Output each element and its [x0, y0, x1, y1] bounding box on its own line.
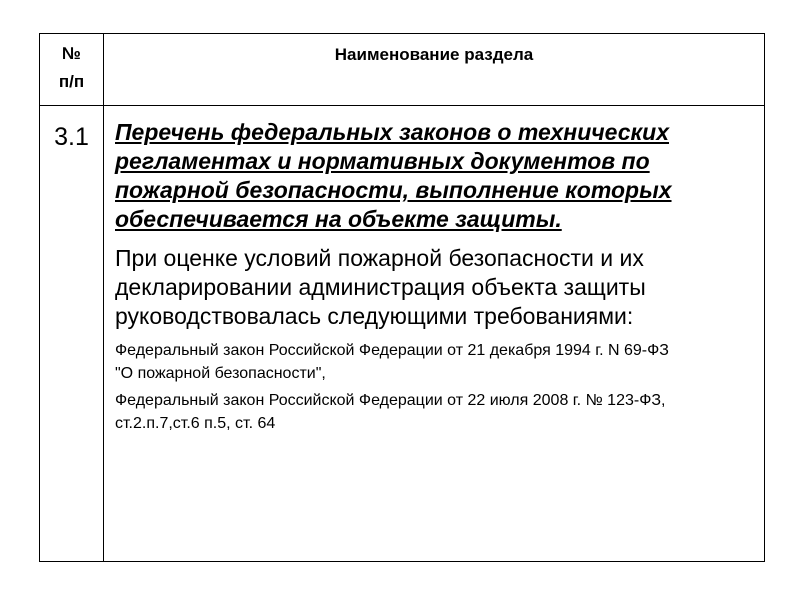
header-number-cell	[40, 34, 104, 106]
row-content-cell	[104, 106, 765, 562]
section-intro: При оценке условий пожарной безопасности и их декларировании администрация объекта защиты руководствовалась следующими требованиями:	[115, 245, 646, 329]
header-number-abbrev: п/п	[58, 72, 85, 91]
sections-table	[39, 33, 765, 562]
law-item-1-text: Федеральный закон Российской Федерации от 21 декабря 1994 г. N 69-ФЗ	[115, 342, 669, 359]
law-item-1-title: "О пожарной безопасности",	[115, 365, 326, 382]
header-name-cell: Наименование раздела	[104, 34, 765, 106]
law-item-1	[115, 339, 754, 385]
law-item-2: Федеральный закон Российской Федерации от 22 июля 2008 г. № 123-ФЗ, ст.2.п.7,ст.6 п.5, ст. 64	[115, 392, 666, 432]
section-title: Перечень федеральных законов о технических регламентах и нормативных документов по пожарной безопасности, выполнение которых обеспечивается на объекте защиты.	[115, 119, 672, 232]
header-number-symbol: №	[62, 44, 81, 63]
row-number-cell: 3.1	[40, 106, 104, 562]
table-header-row	[40, 34, 765, 106]
table-row	[40, 106, 765, 562]
